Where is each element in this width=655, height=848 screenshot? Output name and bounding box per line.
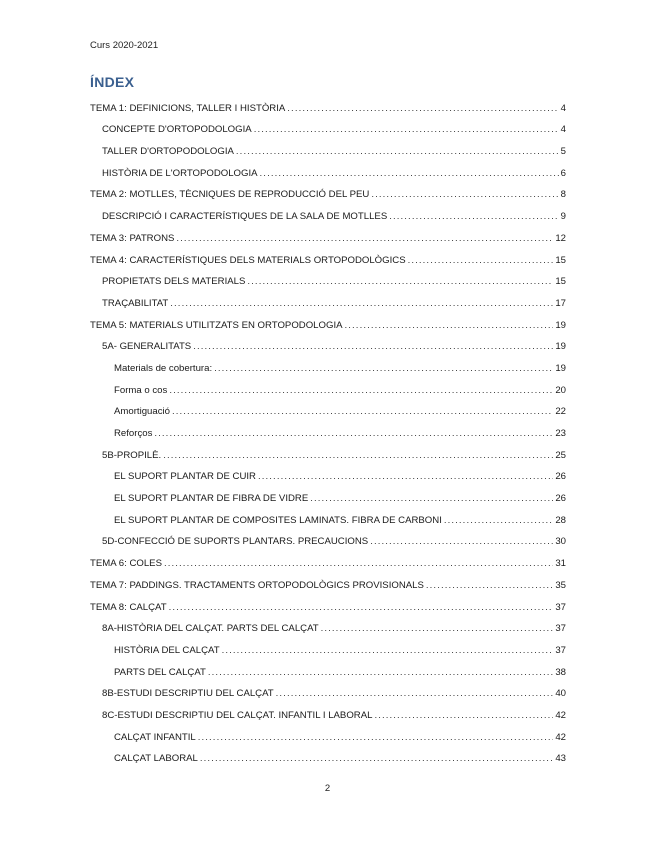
toc-entry-page: 17: [555, 297, 566, 309]
toc-entry[interactable]: [90, 635, 566, 657]
toc-entry-page: 26: [555, 493, 566, 505]
toc-entry[interactable]: [90, 93, 566, 115]
toc-dot-leader: [164, 558, 553, 570]
toc-entry-label: Materials de cobertura:: [114, 362, 213, 374]
toc-dot-leader: [276, 688, 554, 700]
toc-entry-page: 26: [555, 471, 566, 483]
toc-entry-label: 8A-HISTÒRIA DEL CALÇAT. PARTS DEL CALÇAT: [102, 623, 319, 635]
toc-entry-page: 15: [555, 254, 566, 266]
toc-entry[interactable]: [90, 332, 566, 354]
toc-dot-leader: [310, 493, 553, 505]
toc-entry-page: 25: [555, 449, 566, 461]
toc-entry[interactable]: [90, 462, 566, 484]
toc-dot-leader: [371, 189, 558, 201]
toc-entry[interactable]: [90, 570, 566, 592]
toc-entry-label: PARTS DEL CALÇAT: [114, 666, 206, 678]
toc-entry-page: 15: [555, 276, 566, 288]
toc-entry-page: 19: [555, 341, 566, 353]
toc-entry[interactable]: [90, 397, 566, 419]
toc-entry-label: Reforços: [114, 428, 153, 439]
toc-dot-leader: [370, 536, 553, 548]
toc-dot-leader: [287, 103, 558, 115]
toc-entry-page: 37: [555, 601, 566, 613]
toc-entry-page: 31: [555, 558, 566, 570]
toc-entry-label: Forma o cos: [114, 384, 168, 396]
toc-entry-page: 4: [560, 102, 566, 114]
toc-entry-page: 37: [555, 623, 566, 635]
toc-entry[interactable]: [90, 679, 566, 701]
toc-entry-page: 42: [555, 709, 566, 721]
toc-entry[interactable]: [90, 527, 566, 549]
toc-entry-label: TEMA 2: MOTLLES, TÈCNIQUES DE REPRODUCCIÓ DEL PEU: [90, 189, 370, 201]
toc-entry-page: 5: [560, 146, 566, 158]
toc-entry[interactable]: [90, 614, 566, 636]
toc-entry-label: TEMA 1: DEFINICIONS, TALLER I HISTÒRIA: [90, 102, 286, 114]
toc-entry-label: Amortiguació: [114, 406, 170, 418]
toc-dot-leader: [222, 645, 554, 657]
toc-entry-label: TEMA 8: CALÇAT: [90, 601, 167, 613]
toc-entry[interactable]: [90, 722, 566, 744]
toc-dot-leader: [214, 363, 553, 375]
toc-entry[interactable]: [90, 267, 566, 289]
toc-entry[interactable]: [90, 158, 566, 180]
toc-entry[interactable]: [90, 700, 566, 722]
toc-dot-leader: [163, 450, 553, 462]
toc-dot-leader: [208, 667, 553, 679]
toc-dot-leader: [254, 124, 559, 136]
index-title: ÍNDEX: [90, 74, 135, 90]
toc-entry-label: CALÇAT LABORAL: [114, 753, 198, 765]
toc-entry-label: EL SUPORT PLANTAR DE COMPOSITES LAMINATS. FIBRA DE CARBONI: [114, 514, 442, 526]
toc-dot-leader: [247, 276, 553, 288]
toc-dot-leader: [258, 471, 553, 483]
toc-entry-page: 37: [555, 644, 566, 656]
toc-entry[interactable]: [90, 115, 566, 137]
toc-dot-leader: [321, 623, 554, 635]
toc-dot-leader: [444, 515, 553, 527]
toc-entry[interactable]: [90, 505, 566, 527]
toc-entry-label: PROPIETATS DELS MATERIALS: [102, 276, 246, 288]
toc-entry-page: 42: [555, 731, 566, 743]
toc-entry[interactable]: [90, 310, 566, 332]
toc-entry-page: 40: [555, 688, 566, 700]
toc-dot-leader: [170, 298, 553, 310]
toc-entry-page: 6: [560, 167, 566, 179]
toc-entry-label: EL SUPORT PLANTAR DE CUIR: [114, 471, 256, 483]
toc-entry[interactable]: [90, 375, 566, 397]
toc-dot-leader: [374, 710, 553, 722]
toc-entry[interactable]: [90, 353, 566, 375]
toc-entry-label: 5B-PROPILÈ.: [102, 449, 162, 461]
toc-entry-label: TEMA 7: PADDINGS. TRACTAMENTS ORTOPODOLÒGICS PROVISIONALS: [90, 579, 424, 591]
toc-entry-label: 8C-ESTUDI DESCRIPTIU DEL CALÇAT. INFANTIL I LABORAL: [102, 709, 373, 721]
toc-dot-leader: [169, 385, 553, 397]
toc-entry-label: CALÇAT INFANTIL: [114, 731, 196, 743]
toc-entry[interactable]: [90, 180, 566, 202]
toc-entry-label: TEMA 6: COLES: [90, 558, 162, 570]
toc-dot-leader: [200, 753, 553, 765]
page-number: 2: [324, 783, 331, 794]
toc-entry[interactable]: [90, 657, 566, 679]
toc-entry-page: 23: [555, 428, 566, 439]
toc-entry[interactable]: [90, 136, 566, 158]
toc-dot-leader: [193, 341, 553, 353]
table-of-contents: [90, 93, 566, 765]
page-header-course: Curs 2020-2021: [90, 40, 159, 51]
toc-entry-page: 35: [555, 579, 566, 591]
toc-dot-leader: [236, 146, 559, 158]
toc-entry-label: CONCEPTE D'ORTOPODOLOGIA: [102, 124, 252, 136]
toc-entry-label: 5D-CONFECCIÓ DE SUPORTS PLANTARS. PRECAUCIONS: [102, 536, 369, 548]
toc-entry-page: 20: [555, 384, 566, 396]
toc-entry[interactable]: [90, 592, 566, 614]
toc-entry-label: TALLER D'ORTOPODOLOGIA: [102, 146, 234, 158]
toc-entry-page: 19: [555, 319, 566, 331]
toc-entry-page: 43: [555, 753, 566, 765]
toc-entry[interactable]: [90, 418, 566, 440]
toc-entry-page: 38: [555, 666, 566, 678]
toc-dot-leader: [345, 320, 554, 332]
toc-dot-leader: [389, 211, 558, 223]
toc-entry[interactable]: [90, 223, 566, 245]
toc-entry-label: DESCRIPCIÓ I CARACTERÍSTIQUES DE LA SALA DE MOTLLES: [102, 211, 388, 223]
toc-entry[interactable]: [90, 548, 566, 570]
toc-entry[interactable]: [90, 744, 566, 766]
toc-entry-label: HISTÒRIA DEL CALÇAT: [114, 644, 220, 656]
toc-entry-label: TEMA 4: CARACTERÍSTIQUES DELS MATERIALS ORTOPODOLÒGICS: [90, 254, 406, 266]
toc-dot-leader: [176, 233, 553, 245]
toc-entry-label: 8B-ESTUDI DESCRIPTIU DEL CALÇAT: [102, 688, 274, 700]
toc-dot-leader: [408, 255, 554, 267]
toc-entry-label: HISTÒRIA DE L'ORTOPODOLOGIA: [102, 167, 258, 179]
toc-entry-page: 22: [555, 406, 566, 418]
toc-entry[interactable]: [90, 483, 566, 505]
toc-dot-leader: [154, 428, 553, 440]
toc-entry-label: EL SUPORT PLANTAR DE FIBRA DE VIDRE: [114, 493, 309, 505]
toc-entry-page: 8: [560, 189, 566, 201]
toc-entry[interactable]: [90, 245, 566, 267]
toc-entry-label: TEMA 3: PATRONS: [90, 232, 175, 244]
toc-dot-leader: [169, 602, 554, 614]
toc-entry-page: 12: [555, 232, 566, 244]
toc-dot-leader: [260, 168, 559, 180]
toc-entry-page: 30: [555, 536, 566, 548]
toc-dot-leader: [172, 406, 553, 418]
toc-entry-page: 9: [560, 211, 566, 223]
toc-entry-label: TEMA 5: MATERIALS UTILITZATS EN ORTOPODOLOGIA: [90, 319, 343, 331]
toc-entry-page: 19: [555, 362, 566, 374]
toc-entry-label: TRAÇABILITAT: [102, 297, 169, 309]
toc-entry-label: 5A- GENERALITATS: [102, 341, 192, 353]
toc-entry-page: 4: [560, 124, 566, 136]
toc-dot-leader: [198, 732, 554, 744]
toc-dot-leader: [426, 580, 553, 592]
toc-entry[interactable]: [90, 201, 566, 223]
toc-entry[interactable]: [90, 440, 566, 462]
toc-entry-page: 28: [555, 514, 566, 526]
toc-entry[interactable]: [90, 288, 566, 310]
